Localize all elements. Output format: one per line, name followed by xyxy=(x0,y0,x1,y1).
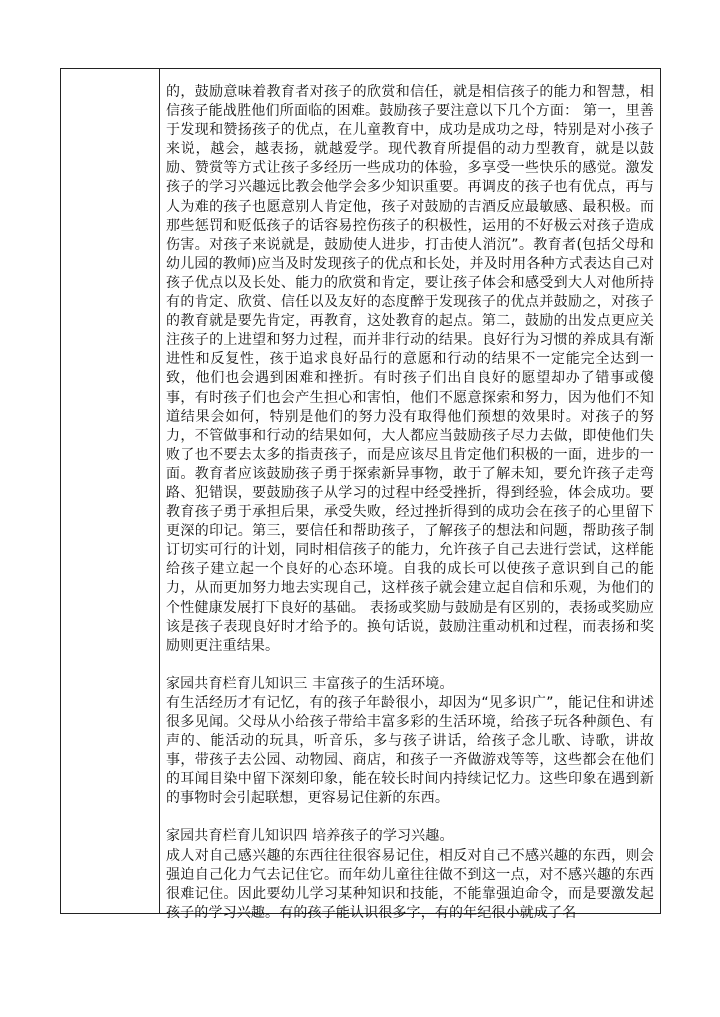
document-table xyxy=(60,68,661,921)
section-1-body: 的，鼓励意味着教育者对孩子的欣赏和信任，就是相信孩子的能力和智慧，相信孩子能战胜他们所面临的困难。鼓励孩子要注意以下几个方面： 第一，里善于发现和赞扬孩子的优点，在儿童教育中，成功是成功之母，特别是对小孩子来说，越会，越表扬，就越爱学。现代教育所提倡的动力型教育，就是以鼓励、赞赏等方式让孩子多经历一些成功的体验，多享受一些快乐的感觉。激发孩子的学习兴趣远比教会他学会多少知识重要。再调皮的孩子也有优点，再与人为难的孩子也愿意别人肯定他，孩子对鼓励的吉酒反应最敏感、最积极。而那些惩罚和贬低孩子的话容易控伤孩子的积极性，运用的不好极云对孩子造成伤害。对孩子来说就是，鼓励使人进步，打击使人消沉”。教育者(包括父母和幼儿园的教师)应当及时发现孩子的优点和长处，并及时用各种方式表达自己对孩子优点以及长处、能力的欣赏和肯定，要让孩子体会和感受到大人对他所持有的肯定、欣赏、信任以及友好的态度醉于发现孩子的优点并鼓励之，对孩子的教育就是要先肯定，再教育，这处教育的起点。第二，鼓励的出发点更应关注孩子的上进望和努力过程，而并非行动的结果。良好行为习惯的养成具有渐进性和反复性，孩于追求良好品行的意愿和行动的结果不一定能完全达到一致，他们也会遇到困难和挫折。有时孩子们出自良好的愿望却办了错事或傻事，有时孩子们也会产生担心和害怕，他们不愿意探索和努力，因为他们不知道结果会如何，特别是他们的努力没有取得他们预想的效果时。对孩子的努力，不管做事和行动的结果如何，大人都应当鼓励孩子尽力去做，即使他们失败了也不要去太多的指责孩子，而是应该尽且肯定他们积极的一面，进步的一面。教育者应该鼓励孩子勇于探索新异事物，敢于了解未知，要允许孩子走弯路、犯错误，要鼓励孩子从学习的过程中经受挫折，得到经验，体会成功。要教育孩子勇于承担后果，承受失败，经过挫折得到的成功会在孩子的心里留下更深的印记。第三，要信任和帮助孩子，了解孩子的想法和问题，帮助孩子制订切实可行的计划，同时相信孩子的能力，允许孩子自己去进行尝试，这样能给孩子建立起一个良好的心态环境。自我的成长可以使孩子意识到自己的能力，从而更加努力地去实现自己，这样孩子就会建立起自信和乐观，为他们的个性健康发展打下良好的基础。 表扬或奖励与鼓励是有区别的，表扬或奖励应该是孩子表现良好时才给予的。换句话说，鼓励注重动机和过程，而表扬和奖励则更注重结果。 xyxy=(166,84,654,654)
section-3-body: 成人对自己感兴趣的东西往往很容易记住，相反对自己不感兴趣的东西，则会强迫自己化力气去记住它。而年幼儿童往往做不到这一点，对不感兴趣的东西很难记住。因此要幼儿学习某种知识和技能，不能靠强迫命令，而是要激发起孩子的学习兴趣。有的孩子能认识很多字，有的年纪很小就成了名 xyxy=(166,847,654,921)
paragraph-gap xyxy=(166,656,654,675)
column-divider xyxy=(159,69,160,913)
paragraph-gap xyxy=(166,808,654,827)
section-2-body: 有生活经历才有记忆，有的孩子年龄很小，却因为“见多识广”，能记住和讲述很多见闻。父母从小给孩子带给丰富多彩的生活环境，给孩子玩各种颜色、有声的、能活动的玩具，听音乐，多与孩子讲话，给孩子念儿歌、诗歌，讲故事，带孩子去公园、动物园、商店，和孩子一齐做游戏等等，这些都会在他们的耳闻目染中留下深刻印象，能在较长时间内持续记忆力。这些印象在遇到新的事物时会引起联想，更容易记住新的东西。 xyxy=(166,694,654,807)
section-3-title: 家园共育栏育儿知识四 培养孩子的学习兴趣。 xyxy=(166,828,454,845)
section-2-title: 家园共育栏育儿知识三 丰富孩子的生活环境。 xyxy=(166,675,454,692)
content-cell xyxy=(166,83,654,923)
